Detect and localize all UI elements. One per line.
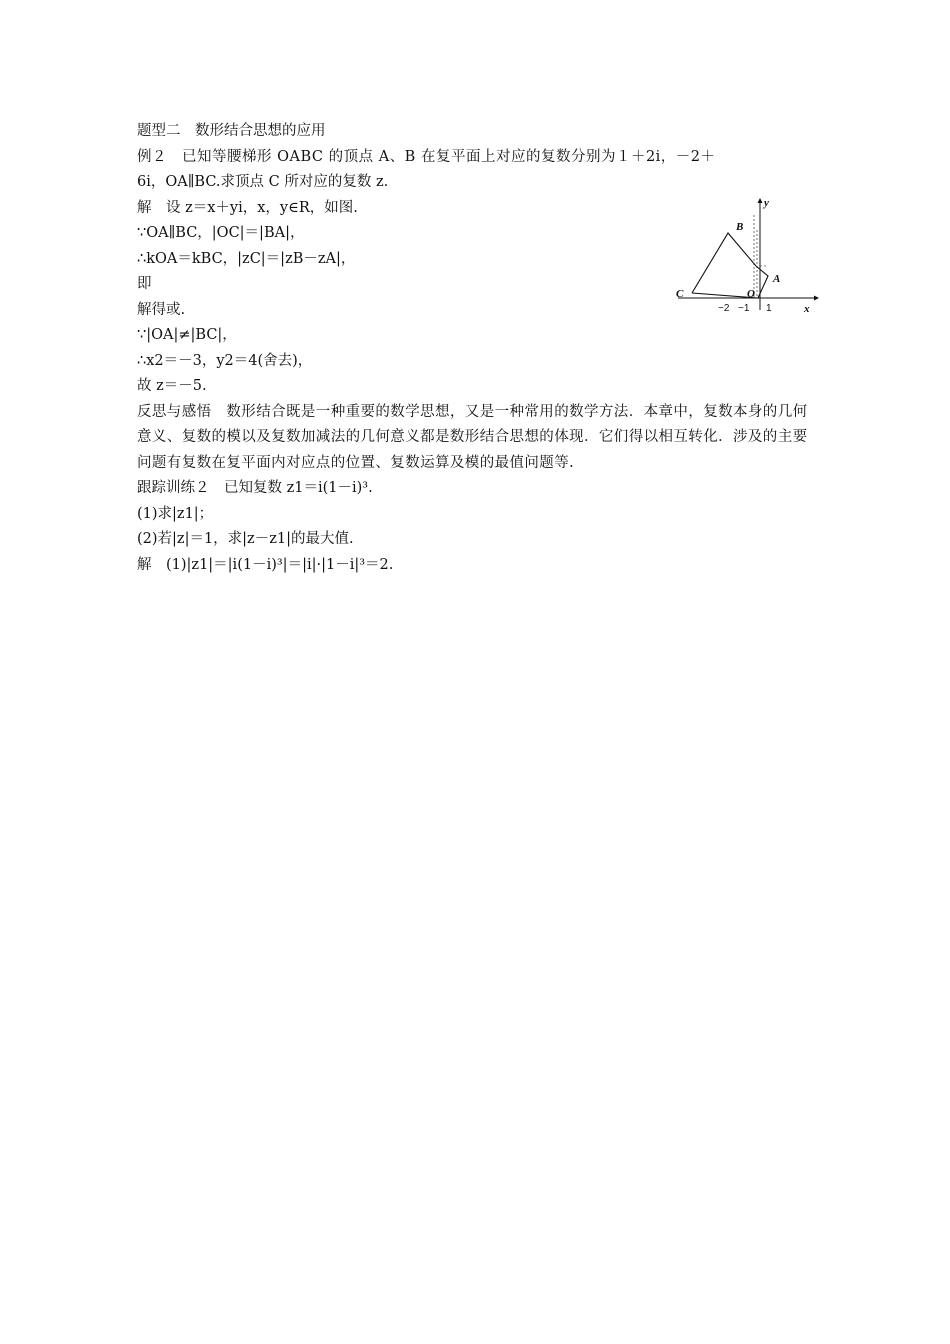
solution-line-1: 解 设 z＝x＋yi，x，y∈R，如图.: [137, 199, 358, 216]
training-question-2: (2)若|z|＝1，求|z－z1|的最大值.: [137, 531, 354, 547]
solution-line-6: ∵|OA|≠|BC|，: [137, 327, 237, 343]
reflection-paragraph: 反思与感悟 数形结合既是一种重要的数学思想，又是一种常用的数学方法．本章中，复数本身的几何意义、复数的模以及复数加减法的几何意义都是数形结合思想的体现．它们得以相互转化．涉及的主要问题有复数在复平面内对应点的位置、复数运算及模的最值问题等.: [137, 403, 808, 471]
solution-line-5: 解得或.: [137, 301, 186, 318]
figure-label-O: O: [747, 288, 755, 300]
figure-label-B: B: [736, 221, 744, 233]
figure-label-A: A: [773, 273, 781, 285]
example-line-2: 6i，OA∥BC.求顶点 C 所对应的复数 z.: [137, 174, 389, 190]
tick-label-neg2: −2: [718, 303, 730, 314]
section-heading: 题型二 数形结合思想的应用: [137, 123, 326, 139]
tick-label-neg1: −1: [738, 303, 750, 314]
solution-line-2: ∵OA∥BC，|OC|＝|BA|，: [137, 225, 305, 241]
figure-label-C: C: [676, 288, 684, 300]
solution-line-4: 即: [137, 276, 152, 292]
figure-label-x: x: [804, 303, 810, 315]
trapezoid-figure: [670, 190, 820, 320]
training-title: 跟踪训练２ 已知复数 z1＝i(1－i)³.: [137, 480, 373, 496]
training-question-1: (1)求|z1|；: [137, 505, 214, 522]
solution-line-8: 故 z＝－5.: [137, 378, 207, 394]
training-answer-1: 解 (1)|z1|＝|i(1－i)³|＝|i|·|1－i|³＝2.: [137, 556, 394, 573]
trapezoid-diagram: [670, 190, 820, 320]
solution-line-3: ∴kOA＝kBC，|zC|＝|zB－zA|，: [137, 250, 356, 267]
x-axis-arrow: [814, 296, 819, 301]
solution-line-7: ∴x2＝－3，y2＝4(舍去)，: [137, 352, 313, 369]
trapezoid-outline: [692, 233, 768, 298]
example-line-1: 例２ 已知等腰梯形 OABC 的顶点 A、B 在复平面上对应的复数分别为１＋2i，－2＋: [137, 148, 716, 165]
figure-label-y: y: [764, 197, 769, 209]
y-axis-arrow: [758, 198, 763, 203]
document-body: [137, 119, 817, 578]
tick-label-1: 1: [766, 303, 772, 314]
